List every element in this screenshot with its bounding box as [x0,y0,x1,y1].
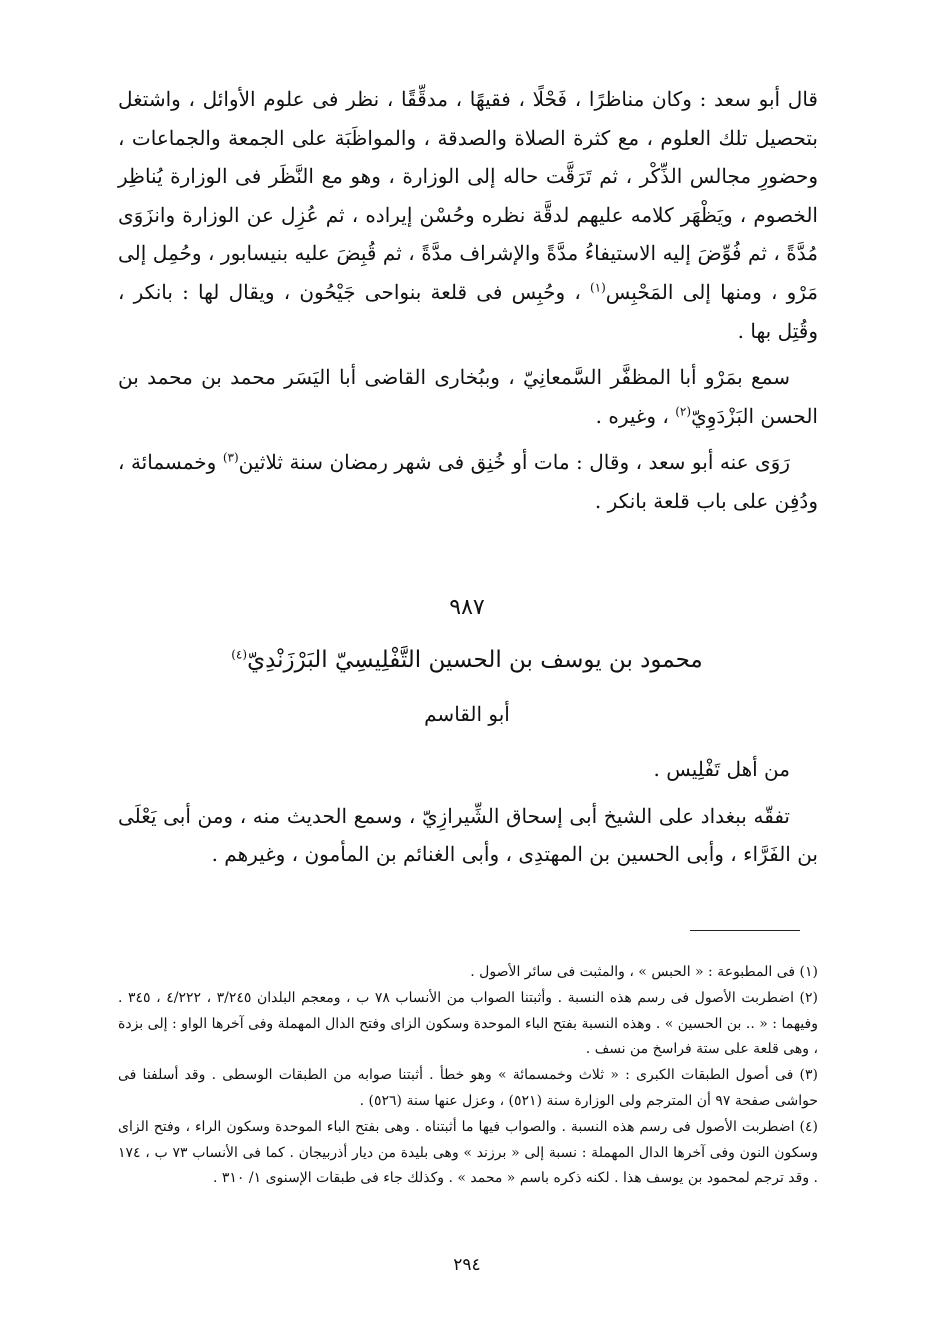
paragraph-text: ، وحُبِس فى قلعة بنواحى جَيْحُون ، ويقال لها : بانكر ، وقُتِل بها . [118,279,818,343]
paragraph-text: ، وغيره . [595,403,669,428]
footnote-ref: (٤) [231,647,248,662]
entry-kunya: أبو القاسم [424,702,510,726]
paragraph-text: سمع بمَرْو أبا المظفَّر السَّمعانِيّ ، وببُخارى القاضى أبا اليَسَر محمد بن محمد بن الحسن البَزْدَوِيّ [118,365,818,428]
page-number: ٢٩٤ [453,1255,481,1275]
entry-number: ٩٨٧ [449,595,485,620]
upper-text-block [118,80,818,521]
footnote-2: (٢) اضطربت الأصول فى رسم هذه النسبة . وأثبتنا الصواب من الأنساب ٧٨ ب ، ومعجم البلدان ٣/٢٤٥ ، ٤/٢٢٢ ، ٣٤٥ . وفيهما : « .. بن الحسين » . وهذه النسبة بفتح الباء الموحدة وسكون الزاى وفتح الدال المهملة وفى آخرها الواو : إلى بزدة ، وهى قلعة على ستة فراسخ من نسف . [118,989,819,1058]
entry-heading [0,640,934,680]
paragraph-origin: من أهل تَفْلِيس . [653,757,790,781]
entry-name: محمود بن يوسف بن الحسين التَّفْلِيسِيّ البَرْزَنْدِيّ [247,647,703,673]
footnote-ref: (٢) [675,404,692,419]
footnote-3: (٣) فى أصول الطبقات الكبرى : « ثلاث وخمسمائة » وهو خطأ . أثبتنا صوابه من الطبقات الوسطى . وقد أسلفنا فى حواشى صفحة ٩٧ أن المترجم ولى الوزارة سنة (٥٢١) ، وعزل عنها سنة (٥٢٦) . [118,1067,818,1109]
footnotes [118,960,818,1192]
paragraph-death [118,443,818,520]
paragraph-biography [118,80,818,350]
footnote-1: (١) فى المطبوعة : « الحبس » ، والمثبت فى سائر الأصول . [470,964,818,980]
paragraph-study: تفقّه ببغداد على الشيخ أبى إسحاق الشِّيرازِيّ ، وسمع الحديث منه ، ومن أبى يَعْلَى بن الفَرَّاء ، وأبى الحسين بن المهتدِى ، وأبى الغنائم بن المأمون ، وغيرهم . [118,803,818,867]
footnote-divider [690,930,800,931]
paragraph-text: وخمسمائة ، ودُفِن على باب قلعة بانكر . [118,450,818,513]
footnote-ref: (١) [589,280,606,295]
entry-text-block [118,750,818,874]
footnote-4: (٤) اضطربت الأصول فى رسم هذه النسبة . والصواب فيها ما أثبتناه . وهى بفتح الباء الموحدة وسكون الراء ، وفتح الزاى وسكون النون وفى آخرها الدال المهملة : نسبة إلى « برزند » وهى بليدة من ديار أذربيجان . كما فى الأنساب ٧٣ ب ، ١٧٤ . وقد ترجم لمحمود بن يوسف هذا . لكنه ذكره باسم « محمد » . وكذلك جاء فى طبقات الإسنوى ١/ ٣١٠ . [118,1118,818,1187]
paragraph-text: قال أبو سعد : وكان مناظرًا ، فَحْلًا ، فقيهًا ، مدقِّقًا ، نظر فى علوم الأوائل ، واشتغل بتحصيل تلك العلوم ، مع كثرة الصلاة والصدقة ، والمواظَبَة على الجمعة والجماعات ، وحضورِ مجالس الذِّكْر ، ثم تَرَقَّت حاله إلى الوزارة ، وهو مع النَّظَر فى الوزارة يُناظِر الخصوم ، ويَظْهَر كلامه عليهم لدقَّة نظره وحُسْن إيراده ، ثم عُزِل عن الوزارة وانزَوَى مُدَّةً ، ثم فُوِّضَ إليه الاستيفاءُ مدَّةً والإشراف مدَّةً ، ثم قُبِضَ عليه بنيسابور ، وحُمِل إلى مَرْو ، ومنها إلى المَحْبِس [118,87,818,304]
footnote-ref: (٣) [222,450,239,465]
paragraph-text: رَوَى عنه أبو سعد ، وقال : مات أو خُنِق فى شهر رمضان سنة ثلاثين [238,450,791,475]
paragraph-teachers [118,358,818,435]
